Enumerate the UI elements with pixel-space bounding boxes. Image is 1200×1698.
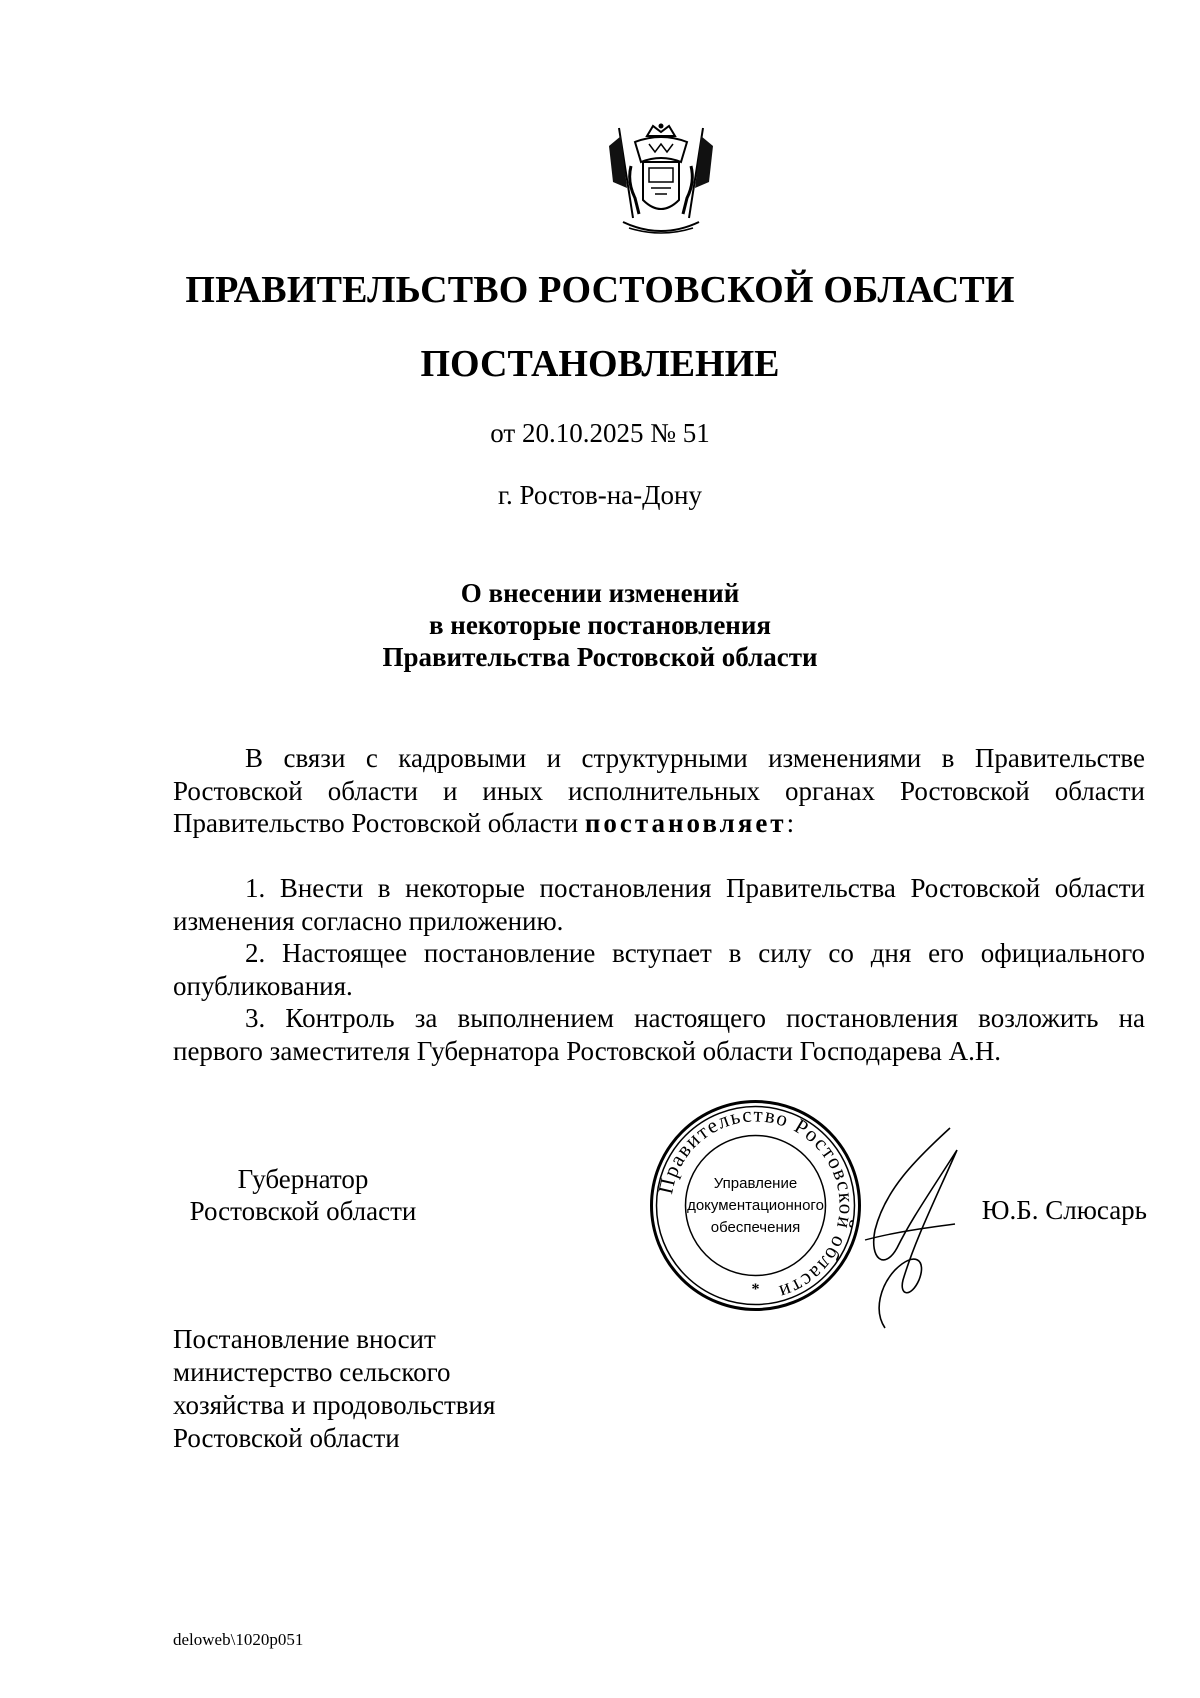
list-item: 3. Контроль за выполнением настоящего постановления возложить на первого заместителя Губернатора Ростовской области Господарева А.Н.	[173, 1003, 1145, 1066]
preamble-text: В связи с кадровыми и структурными изменениями в Правительстве Ростовской области и иных исполнительных органах Ростовской области Правительство Ростовской области	[173, 743, 1145, 838]
file-reference: deloweb\1020p051	[173, 1630, 304, 1649]
preamble-end: :	[786, 808, 795, 838]
document-date-number: от 20.10.2025 № 51	[490, 418, 710, 448]
stamp-inner-line: Управление	[713, 1175, 798, 1192]
document-subject	[0, 577, 1200, 673]
signatory-name: Ю.Б. Слюсарь	[981, 1195, 1147, 1225]
proposer-line: Постановление вносит	[173, 1324, 436, 1354]
official-stamp	[648, 1098, 863, 1313]
stamp-inner-line: обеспечения	[710, 1219, 801, 1236]
preamble-paragraph	[173, 742, 1145, 840]
subject-line: Правительства Ростовской области	[382, 642, 818, 672]
signatory-role	[173, 1163, 433, 1227]
organization-title: ПРАВИТЕЛЬСТВО РОСТОВСКОЙ ОБЛАСТИ	[185, 269, 1015, 311]
role-line: Губернатор	[237, 1164, 369, 1194]
proposer-line: хозяйства и продовольствия	[173, 1390, 496, 1420]
preamble-keyword: постановляет	[584, 808, 787, 838]
document-city: г. Ростов-на-Дону	[497, 480, 702, 510]
proposer-note	[173, 1323, 573, 1455]
handwritten-signature	[855, 1120, 965, 1340]
coat-of-arms-icon	[605, 122, 717, 240]
list-item: 2. Настоящее постановление вступает в силу со дня его официального опубликования.	[173, 938, 1145, 1001]
subject-line: О внесении изменений	[460, 578, 740, 608]
stamp-inner-line: документационного	[687, 1197, 824, 1214]
subject-line: в некоторые постановления	[428, 610, 772, 640]
proposer-line: Ростовской области	[173, 1423, 400, 1453]
list-item: 1. Внести в некоторые постановления Правительства Ростовской области изменения согласно приложению.	[173, 873, 1145, 936]
proposer-line: министерство сельского	[173, 1357, 451, 1387]
document-type: ПОСТАНОВЛЕНИЕ	[420, 343, 780, 385]
stamp-outer-text: Правительство Ростовской области	[653, 1102, 859, 1305]
role-line: Ростовской области	[189, 1196, 417, 1226]
stamp-star: *	[751, 1281, 760, 1298]
